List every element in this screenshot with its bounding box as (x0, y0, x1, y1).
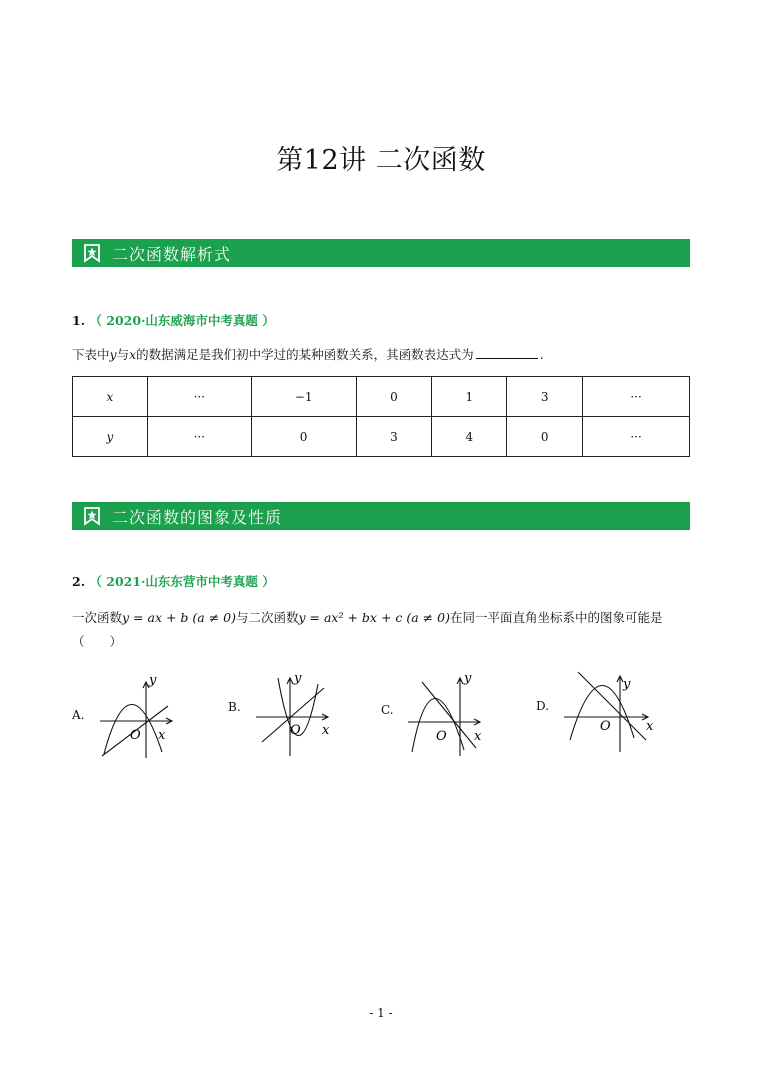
table-cell: ··· (583, 417, 690, 457)
origin-label: O (130, 728, 141, 743)
page-title: 第12讲 二次函数 (276, 145, 486, 176)
axis-y-label: y (464, 671, 472, 686)
text-segment: 与 (116, 347, 130, 362)
table-row (73, 377, 690, 417)
page-number: - 1 - (369, 1006, 393, 1020)
answer-parentheses: （ ） (72, 634, 123, 649)
text-segment: 与二次函数 (235, 610, 299, 625)
section-title: 二次函数解析式 (112, 244, 232, 264)
axis-y-label: y (149, 673, 157, 688)
table-cell: ··· (147, 377, 251, 417)
table-row (73, 417, 690, 457)
table-cell: y (73, 417, 148, 457)
axis-y-label: y (294, 671, 302, 686)
table-cell: 0 (251, 417, 356, 457)
axis-x-label: x (646, 719, 654, 734)
section-header-1 (72, 239, 690, 267)
math-expr: y = ax² + bx + c (a ≠ 0) (298, 610, 450, 625)
value-table (72, 376, 690, 457)
math-var: y (109, 347, 117, 362)
table-cell: 0 (356, 377, 432, 417)
axis-x-label: x (474, 729, 482, 744)
text-segment: 在同一平面直角坐标系中的图象可能是 (449, 610, 663, 625)
question-number: 1. (72, 313, 86, 328)
axis-y-label: y (623, 677, 631, 692)
table-cell: 3 (356, 417, 432, 457)
table-cell: 1 (432, 377, 507, 417)
option-c-label[interactable]: C. (381, 703, 394, 717)
axis-x-label: x (322, 723, 330, 738)
answer-blank[interactable] (476, 346, 538, 359)
table-cell: 0 (507, 417, 583, 457)
text-segment: . (539, 347, 544, 362)
origin-label: O (436, 729, 447, 744)
section-title: 二次函数的图象及性质 (112, 507, 283, 527)
bookmark-star-icon (82, 243, 102, 263)
option-b-label[interactable]: B. (228, 700, 241, 714)
question-source: （ 2020·山东威海市中考真题 ） (89, 313, 275, 328)
question-source: （ 2021·山东东营市中考真题 ） (89, 574, 275, 589)
graph-option-d[interactable] (560, 668, 658, 760)
math-expr: y = ax + b (a ≠ 0) (122, 610, 236, 625)
question-2-header (72, 572, 275, 590)
bookmark-star-icon (82, 506, 102, 526)
table-cell: x (73, 377, 148, 417)
graph-option-b[interactable] (252, 668, 338, 760)
table-cell: ··· (583, 377, 690, 417)
question-2-text (72, 606, 692, 654)
question-1-text (72, 343, 692, 367)
question-number: 2. (72, 574, 86, 589)
text-segment: 的数据满足是我们初中学过的某种函数关系，其函数表达式为 (136, 347, 474, 362)
graph-option-a[interactable] (96, 668, 182, 760)
text-segment: 下表中 (72, 347, 110, 362)
axis-x-label: x (158, 728, 166, 743)
table-cell: −1 (251, 377, 356, 417)
origin-label: O (600, 719, 611, 734)
option-d-label[interactable]: D. (536, 699, 550, 713)
table-cell: 4 (432, 417, 507, 457)
origin-label: O (290, 723, 301, 738)
text-segment: 一次函数 (72, 610, 123, 625)
table-cell: ··· (147, 417, 251, 457)
section-header-2 (72, 502, 690, 530)
graph-option-c[interactable] (404, 668, 490, 760)
option-a-label[interactable]: A. (72, 708, 85, 722)
math-var: x (129, 347, 137, 362)
table-cell: 3 (507, 377, 583, 417)
question-1-header (72, 311, 275, 329)
